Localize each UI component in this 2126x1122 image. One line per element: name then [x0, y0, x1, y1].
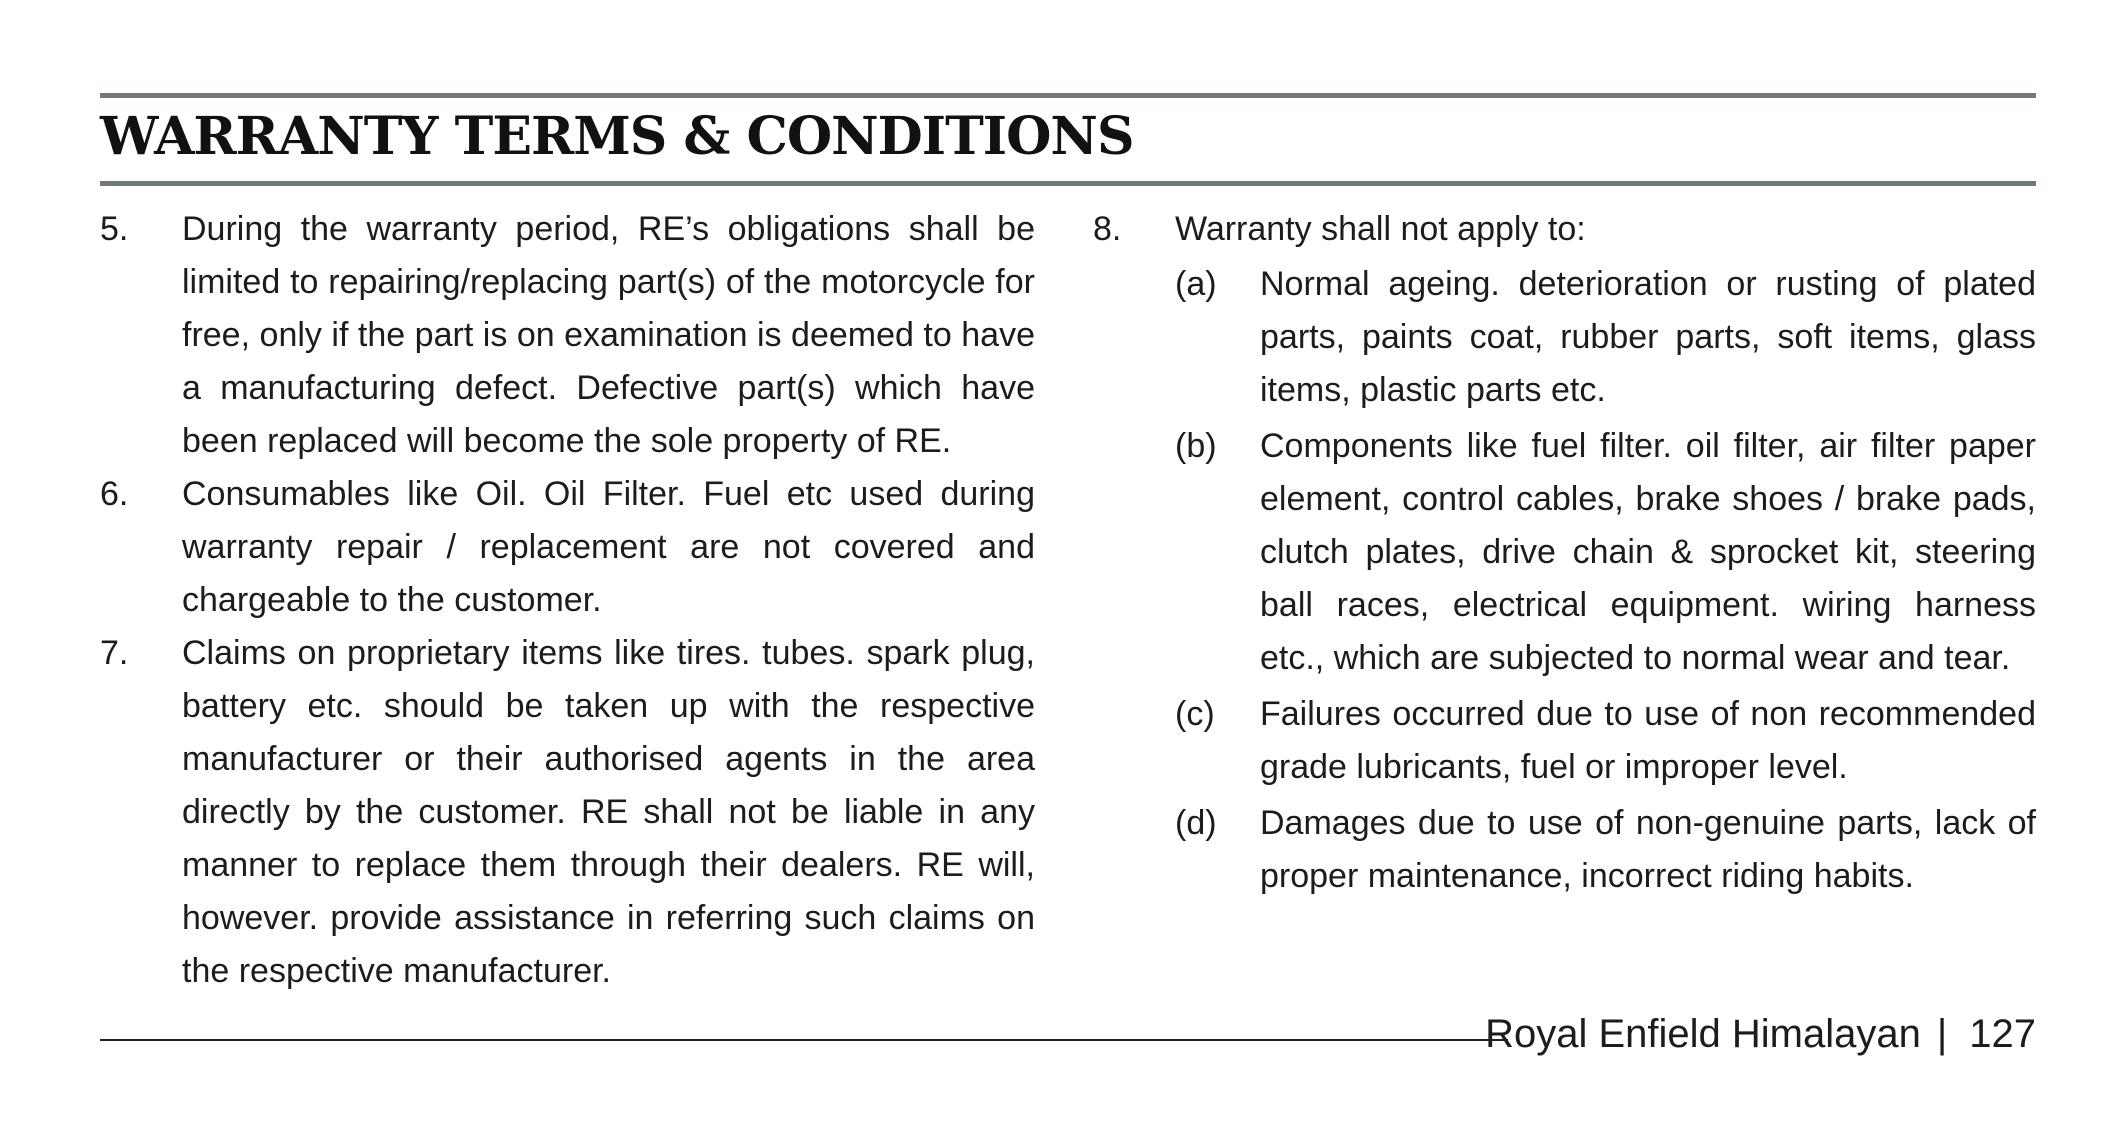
list-item — [100, 468, 1035, 627]
left-column — [100, 203, 1035, 998]
item-number: 7. — [100, 634, 129, 672]
sub-item-letter: (b) — [1175, 427, 1217, 465]
item-number: 6. — [100, 475, 129, 513]
item-text: Warranty shall not apply to: — [1175, 210, 1586, 248]
sub-item — [1175, 797, 2036, 903]
item-intro — [1175, 203, 2036, 906]
sub-item-letter: (d) — [1175, 804, 1217, 842]
header-top-rule — [100, 93, 2036, 98]
item-text: Consumables like Oil. Oil Filter. Fuel etc used during warranty repair / replacement are not covered and chargeable to the customer. — [182, 475, 1035, 619]
item-number: 8. — [1093, 210, 1122, 248]
footer-separator: | — [1936, 1012, 1948, 1056]
footer-rule — [100, 1039, 1508, 1041]
sub-item — [1175, 420, 2036, 685]
sub-item-text: Failures occurred due to use of non recommended grade lubricants, fuel or improper level. — [1260, 695, 2036, 786]
list-item — [100, 627, 1035, 998]
item-text: During the warranty period, RE’s obligations shall be limited to repairing/replacing part(s) of the motorcycle for free, only if the part is on examination is deemed to have a manufacturing defect. Defective part(s) which have been replaced will become the sole property of RE. — [182, 210, 1035, 460]
sub-item-text: Components like fuel filter. oil filter, air filter paper element, control cables, brake shoes / brake pads, clutch plates, drive chain & sprocket kit, steering ball races, electrical equipment. wiring harness etc., which are subjected to normal wear and tear. — [1260, 427, 2036, 677]
sub-item — [1175, 688, 2036, 794]
list-item — [100, 203, 1035, 468]
sub-list — [1175, 258, 2036, 903]
page-number: 127 — [1969, 1012, 2036, 1056]
page-footer — [1485, 1012, 2036, 1057]
sub-item-letter: (c) — [1175, 695, 1215, 733]
right-column — [1093, 203, 2036, 906]
sub-item-text: Normal ageing. deterioration or rusting of plated parts, paints coat, rubber parts, soft items, glass items, plastic parts etc. — [1260, 265, 2036, 409]
sub-item — [1175, 258, 2036, 417]
sub-item-text: Damages due to use of non-genuine parts, lack of proper maintenance, incorrect riding habits. — [1260, 804, 2036, 895]
sub-item-letter: (a) — [1175, 265, 1217, 303]
list-item — [1093, 203, 2036, 906]
page-title: WARRANTY TERMS & CONDITIONS — [100, 106, 1134, 167]
item-text: Claims on proprietary items like tires. tubes. spark plug, battery etc. should be taken up with the respective manufacturer or their authorised agents in the area directly by the customer. RE shall not be liable in any manner to replace them through their dealers. RE will, however. provide assistance in referring such claims on the respective manufacturer. — [182, 634, 1035, 990]
header-bottom-rule — [100, 181, 2036, 186]
footer-model-name: Royal Enfield Himalayan — [1485, 1012, 1921, 1056]
item-number: 5. — [100, 210, 129, 248]
